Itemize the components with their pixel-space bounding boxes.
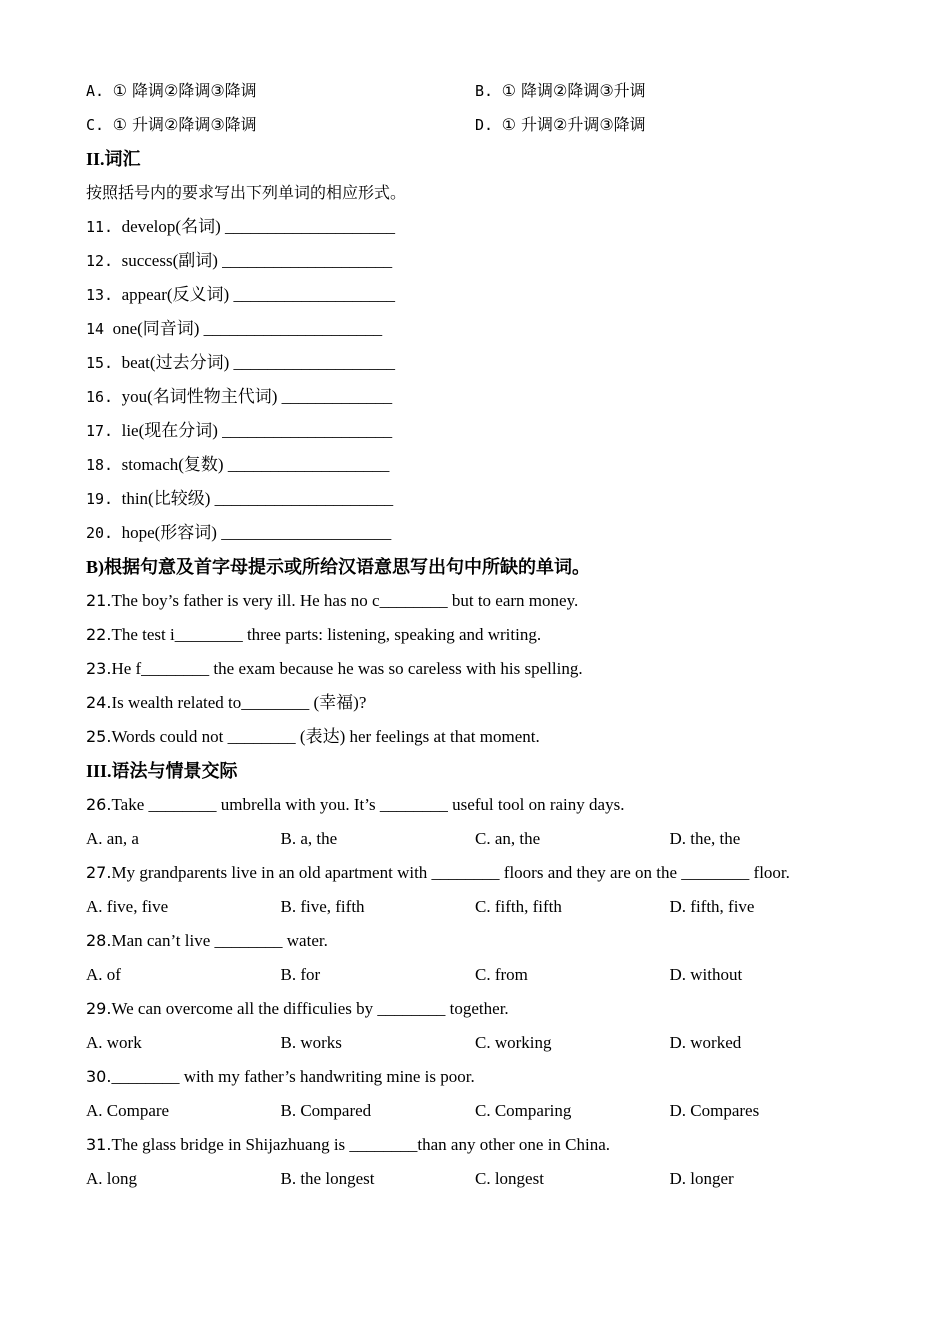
choice-d: D. longer [669,1169,734,1188]
section-heading-vocab: II.词汇 [86,149,141,169]
choice-d: D. Compares [669,1101,760,1120]
option-c: C. ① 升调②降调③降调 [86,115,257,134]
option-b: B. ① 降调②降调③升调 [475,81,646,100]
fill-item: 22.The test i________ three parts: listening, speaking and writing. [86,625,542,644]
choice-a: A. Compare [86,1101,170,1120]
option-a: A. ① 降调②降调③降调 [86,81,257,100]
question-stem: 30.________ with my father’s handwriting mine is poor. [86,1067,475,1086]
question-stem: 31.The glass bridge in Shijazhuang is ________than any other one in China. [86,1135,611,1154]
vocab-item: 12. success(副词) ____________________ [86,251,393,270]
vocab-item: 17. lie(现在分词) ____________________ [86,421,393,440]
question-stem: 28.Man can’t live ________ water. [86,931,328,950]
fill-item: 21.The boy’s father is very ill. He has no c________ but to earn money. [86,591,579,610]
question-options [86,1028,886,1062]
choice-d: D. without [669,965,743,984]
choice-a: A. an, a [86,829,139,848]
choice-c: C. longest [475,1169,544,1188]
options-row-ab [86,76,886,110]
vocab-item: 13. appear(反义词) ___________________ [86,285,395,304]
vocab-item: 19. thin(比较级) _____________________ [86,489,394,508]
vocab-item: 15. beat(过去分词) ___________________ [86,353,395,372]
choice-a: A. work [86,1033,142,1052]
vocab-item: 14 one(同音词) _____________________ [86,319,383,338]
question-stem: 29.We can overcome all the difficulies by ________ together. [86,999,509,1018]
choice-b: B. five, fifth [280,897,365,916]
choice-b: B. the longest [280,1169,375,1188]
question-options [86,960,886,994]
choice-c: C. from [475,965,528,984]
exam-page [86,76,886,1198]
vocab-item: 16. you(名词性物主代词) _____________ [86,387,393,406]
question-options [86,824,886,858]
question-options [86,892,886,926]
vocab-item: 20. hope(形容词) ____________________ [86,523,392,542]
choice-d: D. the, the [669,829,741,848]
choice-d: D. fifth, five [669,897,755,916]
fill-item: 25.Words could not ________ (表达) her feelings at that moment. [86,727,540,746]
options-row-cd [86,110,886,144]
choice-c: C. working [475,1033,552,1052]
section-heading-fill: B)根据句意及首字母提示或所给汉语意思写出句中所缺的单词。 [86,557,590,577]
choice-b: B. for [280,965,321,984]
choice-b: B. works [280,1033,342,1052]
question-options [86,1164,886,1198]
choice-c: C. Comparing [475,1101,572,1120]
option-d: D. ① 升调②升调③降调 [475,115,646,134]
choice-b: B. Compared [280,1101,372,1120]
fill-item: 23.He f________ the exam because he was so careless with his spelling. [86,659,583,678]
choice-b: B. a, the [280,829,338,848]
section-heading-grammar: III.语法与情景交际 [86,761,238,781]
choice-c: C. fifth, fifth [475,897,562,916]
choice-c: C. an, the [475,829,541,848]
vocab-item: 18. stomach(复数) ___________________ [86,455,390,474]
choice-a: A. long [86,1169,137,1188]
vocab-item: 11. develop(名词) ____________________ [86,217,395,236]
question-options [86,1096,886,1130]
choice-d: D. worked [669,1033,742,1052]
question-stem: 26.Take ________ umbrella with you. It’s ________ useful tool on rainy days. [86,795,625,814]
section-instruction: 按照括号内的要求写出下列单词的相应形式。 [86,183,407,202]
choice-a: A. of [86,965,121,984]
choice-a: A. five, five [86,897,169,916]
fill-item: 24.Is wealth related to________ (幸福)? [86,693,367,712]
question-stem: 27.My grandparents live in an old apartment with ________ floors and they are on the ________ floor. [86,863,790,882]
